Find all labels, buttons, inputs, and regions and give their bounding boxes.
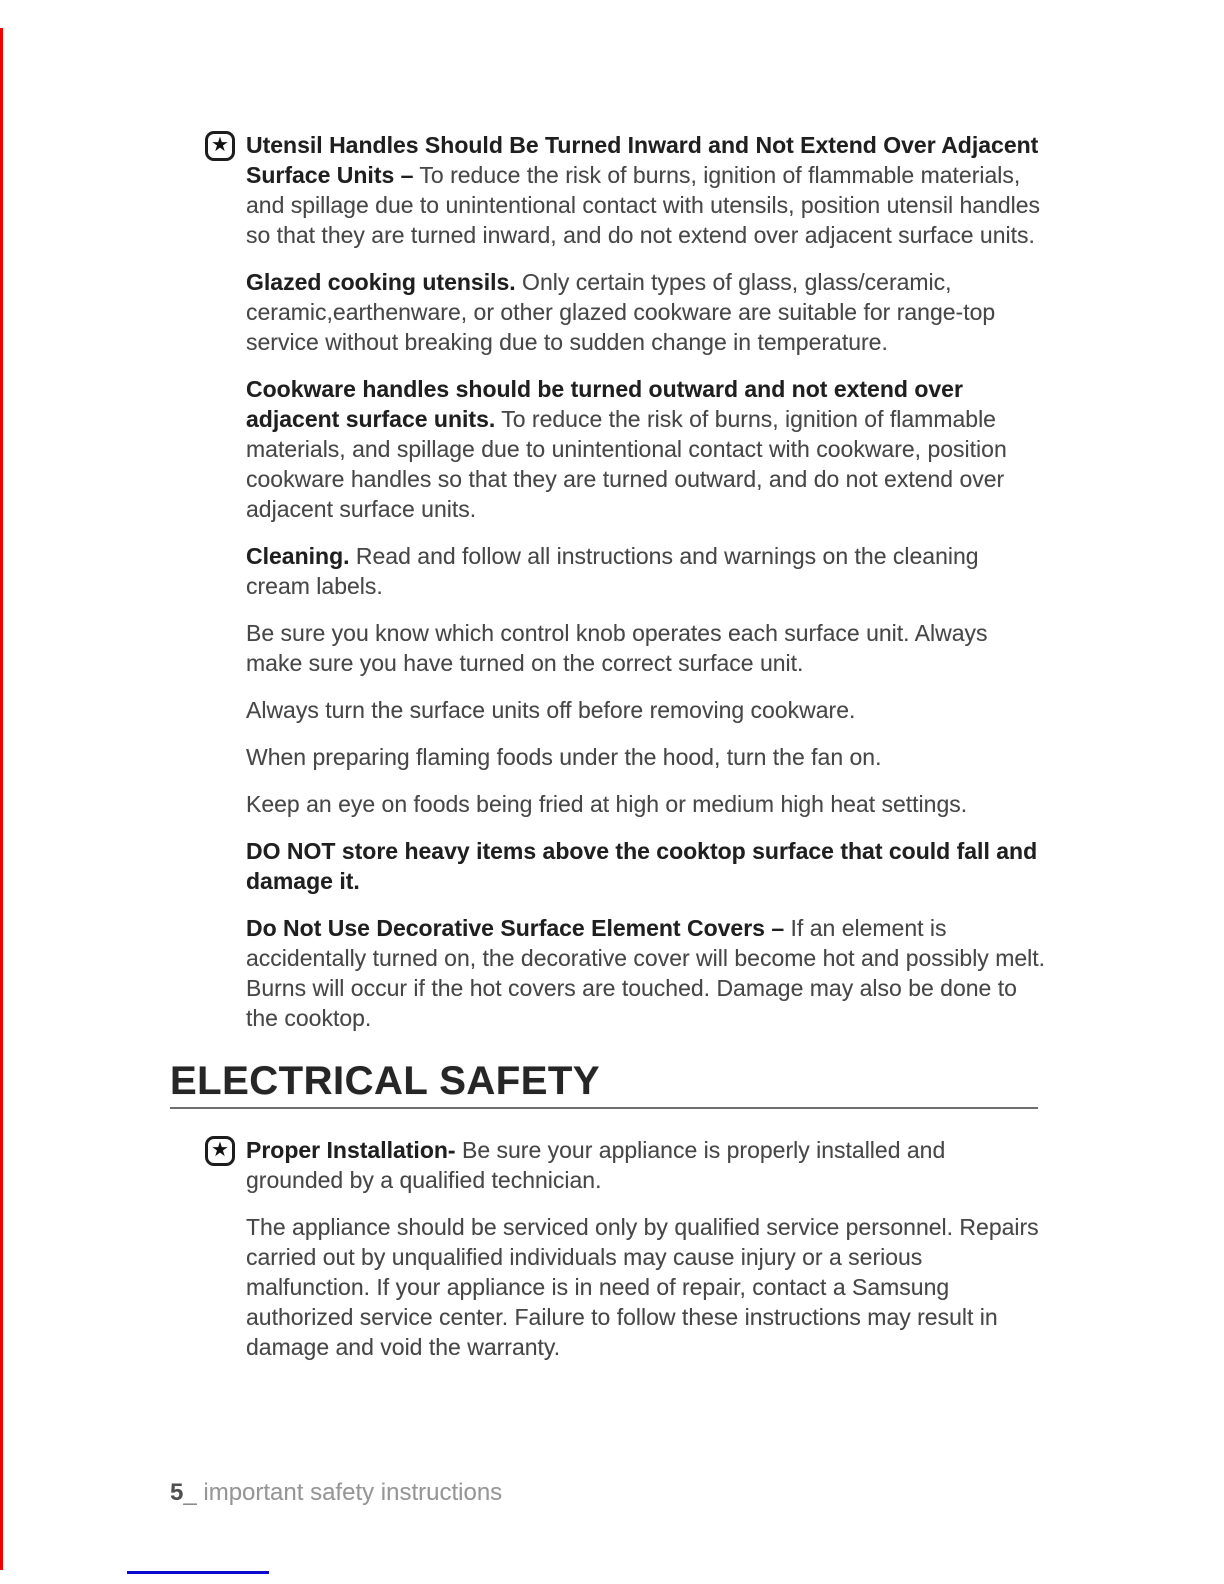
paragraph-text: Only certain types of glass, glass/ceramic, ceramic,earthenware, or other glazed cookware are suitable for range-top service without breaking due to sudden change in temperature. [246,269,996,355]
paragraph-glazed-utensils [246,267,1046,357]
page-footer [170,1479,502,1507]
paragraph-utensil-handles [211,130,1046,250]
paragraph-flaming-foods [246,742,1046,772]
paragraph-do-not-store [246,836,1046,896]
paragraph-bold-lead: Proper Installation- [246,1137,456,1163]
left-edge-scan-line [0,28,3,1570]
paragraph-text: Be sure your appliance is properly installed and grounded by a qualified technician. [246,1137,946,1193]
paragraph-control-knob [246,618,1046,678]
paragraph-text: If an element is accidentally turned on, the decorative cover will become hot and possibly melt. Burns will occur if the hot covers are touched. Damage may also be done to the cooktop. [246,915,1046,1031]
footer-label: important safety instructions [203,1479,503,1506]
paragraph-bold-lead: Cookware handles should be turned outward and not extend over adjacent surface units. [246,376,963,432]
paragraph-text: Be sure you know which control knob operates each surface unit. Always make sure you have turned on the correct surface unit. [246,620,988,676]
paragraph-cookware-handles [246,374,1046,524]
paragraph-bold-lead: Do Not Use Decorative Surface Element Covers – [246,915,785,941]
paragraph-qualified-service [246,1212,1046,1362]
paragraph-text: Keep an eye on foods being fried at high or medium high heat settings. [246,791,968,817]
paragraph-text: When preparing flaming foods under the hood, turn the fan on. [246,744,882,770]
star-icon [205,1136,235,1166]
paragraph-text: The appliance should be serviced only by qualified service personnel. Repairs carried out by unqualified individuals may cause injury or a serious malfunction. If your appliance is in need of repair, contact a Samsung authorized service center. Failure to follow these instructions may result in damage and void the warranty. [246,1214,1039,1360]
paragraph-proper-installation [211,1135,1046,1195]
paragraph-decorative-covers [246,913,1046,1033]
star-glyph: ★ [211,134,229,156]
paragraph-bold-lead: Glazed cooking utensils. [246,269,516,295]
footer-separator: _ [183,1479,204,1506]
bottom-blue-line [127,1571,269,1574]
section-heading-electrical-safety: ELECTRICAL SAFETY [170,1059,601,1103]
paragraph-text: To reduce the risk of burns, ignition of flammable materials, and spillage due to unintentional contact with cookware, position cookware handles so that they are turned outward, and do not extend over adjacent surface units. [246,406,1007,522]
paragraph-bold-lead: DO NOT store heavy items above the cooktop surface that could fall and damage it. [246,838,1038,894]
heading-underline [170,1107,1038,1109]
paragraph-fried-foods [246,789,1046,819]
page-content [170,130,1046,1379]
star-glyph: ★ [211,1139,229,1161]
paragraph-text: Always turn the surface units off before removing cookware. [246,697,856,723]
paragraph-text: Read and follow all instructions and warnings on the cleaning cream labels. [246,543,979,599]
paragraph-bold-lead: Utensil Handles Should Be Turned Inward and Not Extend Over Adjacent Surface Units – [246,132,1039,188]
paragraph-bold-lead: Cleaning. [246,543,350,569]
footer-page-number: 5 [170,1479,184,1506]
star-icon [205,131,235,161]
paragraph-text: To reduce the risk of burns, ignition of flammable materials, and spillage due to unintentional contact with utensils, position utensil handles so that they are turned inward, and do not extend over adjacent surface units. [246,162,1041,248]
paragraph-turn-off-units [246,695,1046,725]
paragraph-cleaning [246,541,1046,601]
